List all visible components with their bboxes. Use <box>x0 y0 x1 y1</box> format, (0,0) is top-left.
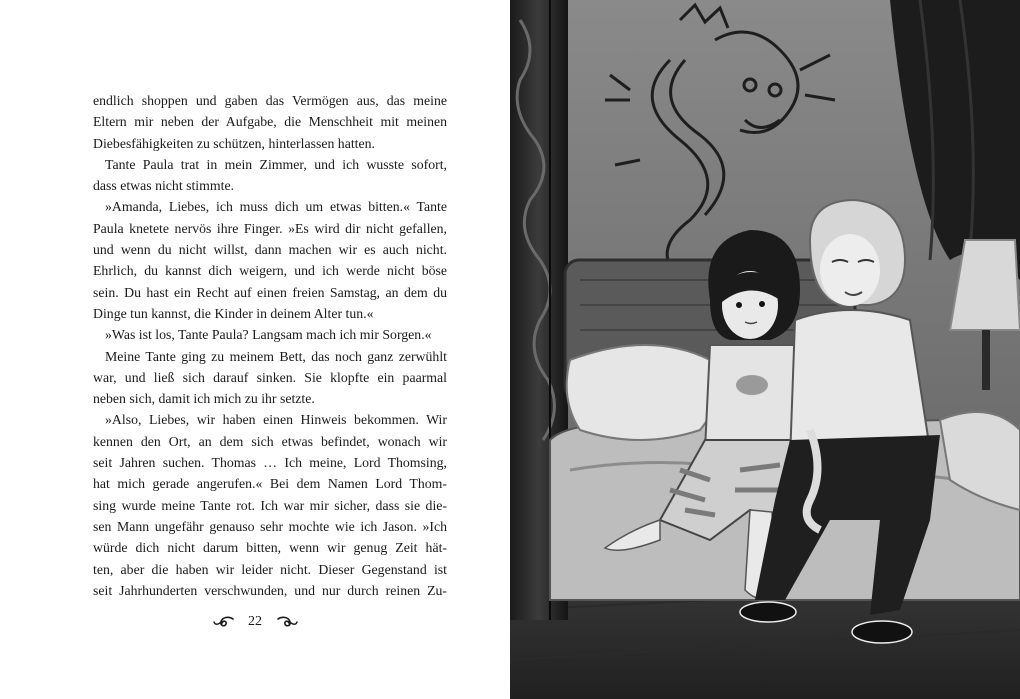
text-line: hat mich gerade angerufen.« Bei dem Namen Lord Thom- <box>93 476 447 492</box>
swash-ornament-icon <box>213 616 235 628</box>
text-line: seit Jahren suchen. Thomas … Ich meine, Lord Thomsing, <box>93 455 447 471</box>
body-text <box>93 90 447 601</box>
text-line: Paula knetete nervös ihre Finger. »Es wird dir nicht gefallen, <box>93 220 447 236</box>
bedroom-illustration-icon <box>510 0 1020 699</box>
text-line: Eltern mir neben der Aufgabe, die Menschheit mit meinen <box>93 114 447 130</box>
text-line: Meine Tante ging zu meinem Bett, das noch ganz zerwühlt <box>105 348 447 364</box>
text-line: war, und ließ sich darauf sinken. Sie klopfte ein paarmal <box>93 369 447 385</box>
text-line: sen Mann ungefähr genauso sehr mochte wie ich Jason. »Ich <box>93 518 447 534</box>
text-line: würde dich nicht darum bitten, wenn wir genug Zeit hät- <box>93 540 447 556</box>
text-line: sein. Du hast ein Recht auf einen freien Samstag, an dem du <box>93 284 447 300</box>
swash-ornament-icon <box>276 616 298 628</box>
text-line: sing wurde meine Tante rot. Ich war mir sicher, dass sie die- <box>93 497 447 513</box>
text-line: endlich shoppen und gaben das Vermögen aus, das meine <box>93 93 447 108</box>
text-line: »Amanda, Liebes, ich muss dich um etwas bitten.« Tante <box>105 199 447 215</box>
text-line: Diebesfähigkeiten zu schützen, hinterlassen hatten. <box>93 135 375 151</box>
text-line: Dinge tun kannst, die Kinder in deinem Alter tun.« <box>93 305 374 321</box>
text-line: »Also, Liebes, wir haben einen Hinweis bekommen. Wir <box>105 412 447 428</box>
text-line: neben sich, damit ich mich zu ihr setzte. <box>93 391 315 407</box>
text-line: ten, aber die haben wir leider nicht. Dieser Gegenstand ist <box>93 561 447 577</box>
page-number: 22 <box>248 614 262 629</box>
page-footer <box>0 614 510 630</box>
text-line: Ehrlich, du kannst dich weigern, und ich werde nicht böse <box>93 263 447 279</box>
text-line: und wenn du nicht willst, dann machen wir es auch nicht. <box>93 242 447 258</box>
text-line: dass etwas nicht stimmte. <box>93 178 235 194</box>
illustration-page <box>510 0 1020 699</box>
text-line: Tante Paula trat in mein Zimmer, und ich wusste sofort, <box>105 156 447 172</box>
text-line: »Was ist los, Tante Paula? Langsam mach ich mir Sorgen.« <box>105 327 432 343</box>
text-line: seit Jahrhunderten verschwunden, und nur durch reinen Zu- <box>93 582 447 598</box>
text-line: kennen den Ort, an dem sich etwas befindet, wonach wir <box>93 433 447 449</box>
